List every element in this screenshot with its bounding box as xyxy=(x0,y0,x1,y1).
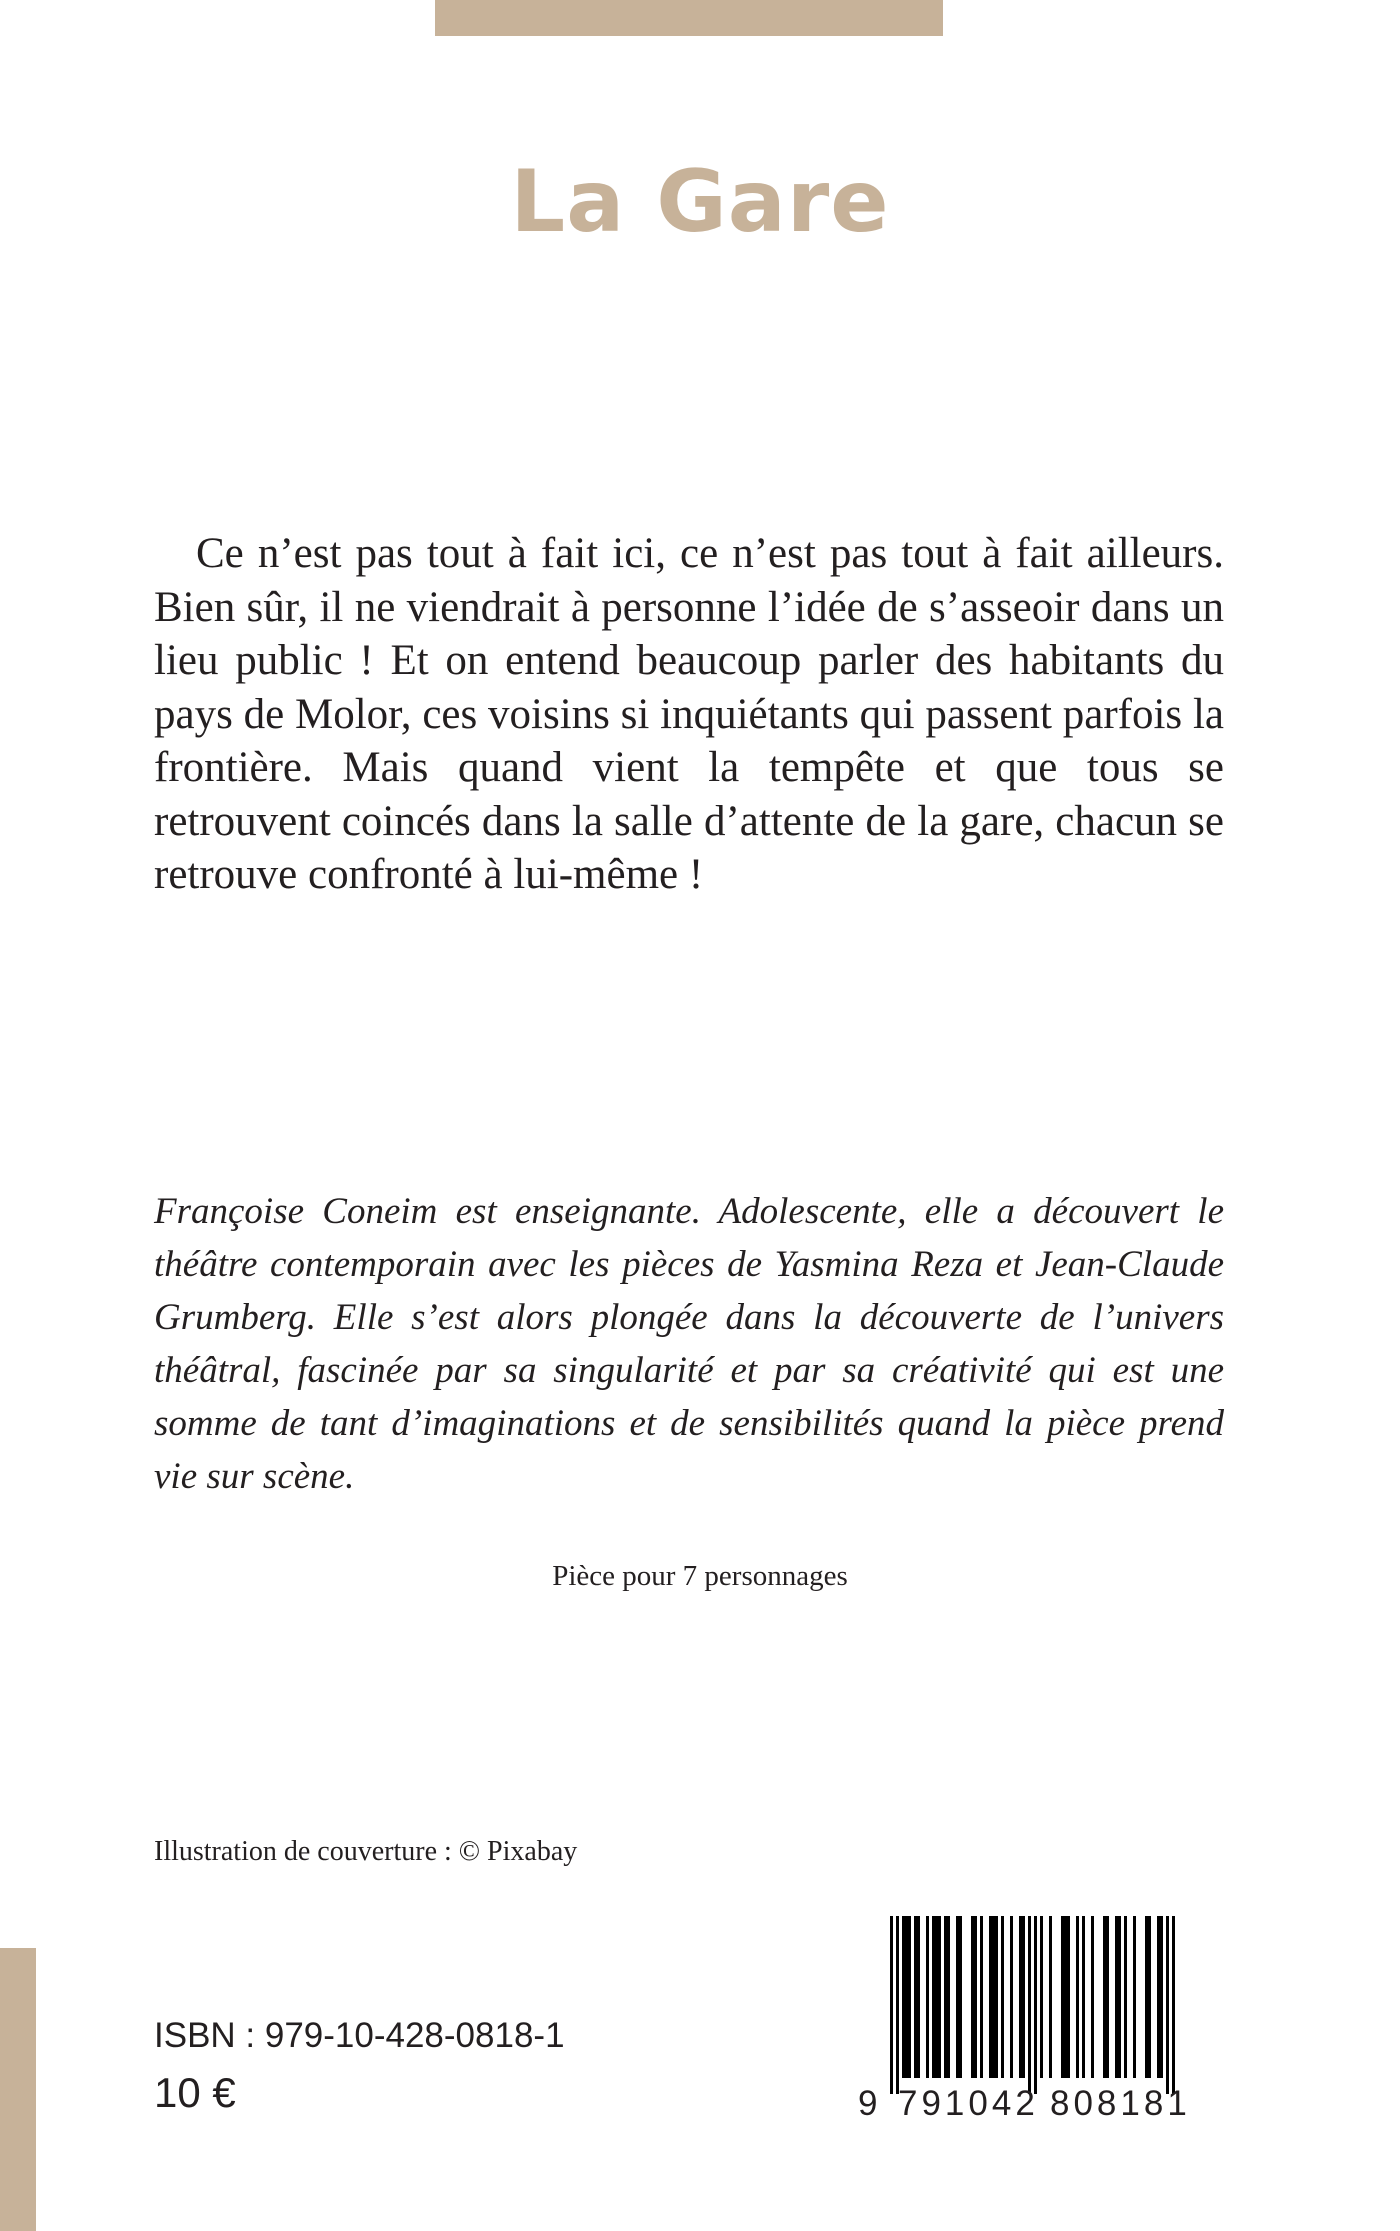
barcode-bar xyxy=(1061,1916,1064,2078)
barcode-bar xyxy=(1049,1916,1052,2078)
barcode-bar xyxy=(1115,1916,1118,2078)
barcode-bar xyxy=(932,1916,935,2078)
barcode-bar xyxy=(971,1916,974,2078)
barcode-guard-bar xyxy=(890,1916,893,2094)
barcode-bar xyxy=(917,1916,920,2078)
barcode-bar xyxy=(1019,1916,1022,2078)
book-title: La Gare xyxy=(510,152,890,252)
barcode-bar xyxy=(1010,1916,1013,2078)
isbn-text: ISBN : 979-10-428-0818-1 xyxy=(154,2016,565,2055)
barcode-bar xyxy=(1124,1916,1127,2078)
barcode-guard-bar xyxy=(896,1916,899,2094)
barcode-bar xyxy=(1082,1916,1085,2078)
barcode-bar xyxy=(1133,1916,1136,2078)
barcode-bar xyxy=(980,1916,983,2078)
barcode-bar xyxy=(1148,1916,1151,2078)
barcode-guard-bar xyxy=(1034,1916,1037,2094)
author-bio-paragraph: Françoise Coneim est enseignante. Adolescente, elle a découvert le théâtre contemporain avec les pièces de Yasmina Reza et Jean-Claude Grumberg. Elle s’est alors plongée dans la découverte de l’univers théâtral, fascinée par sa singularité et par sa créativité qui est une somme de tant d’imaginations et de sensibilités quand la pièce prend vie sur scène. xyxy=(154,1191,1224,1497)
illustration-credit: Illustration de couverture : © Pixabay xyxy=(154,1836,578,1867)
barcode-bar xyxy=(908,1916,911,2078)
barcode-bar xyxy=(947,1916,950,2078)
barcode-bar xyxy=(1118,1916,1121,2078)
barcode-guard-bar xyxy=(1028,1916,1031,2094)
barcode-bar xyxy=(974,1916,977,2078)
price-text: 10 € xyxy=(154,2069,236,2116)
barcode-bar xyxy=(1103,1916,1106,2078)
barcode-bar xyxy=(959,1916,962,2078)
barcode-bar xyxy=(1106,1916,1109,2078)
barcode-right-group: 808181 xyxy=(1050,2084,1191,2123)
barcode-bar xyxy=(1064,1916,1067,2078)
summary-paragraph: Ce n’est pas tout à fait ici, ce n’est pas tout à fait ailleurs. Bien sûr, il ne viendrait à personne l’idée de s’asseoir dans un lieu public ! Et on entend beaucoup parler des habitants du pays de Molor, ces voisins si inquiétants qui passent parfois la frontière. Mais quand vient la tempête et que tous se retrouvent coincés dans la salle d’attente de la gare, chacun se retrouve confronté à lui-même ! xyxy=(154,530,1224,898)
barcode-bar xyxy=(944,1916,947,2078)
barcode xyxy=(856,1910,1202,2134)
barcode-bar xyxy=(995,1916,998,2078)
barcode-bar xyxy=(926,1916,929,2078)
barcode-guard-bar xyxy=(1166,1916,1169,2094)
barcode-bar xyxy=(902,1916,905,2078)
barcode-bar xyxy=(1076,1916,1079,2078)
barcode-bar xyxy=(1001,1916,1004,2078)
barcode-bar xyxy=(938,1916,941,2078)
barcode-bar xyxy=(1145,1916,1148,2078)
barcode-bar xyxy=(1157,1916,1160,2078)
barcode-bar xyxy=(992,1916,995,2078)
barcode-bar xyxy=(935,1916,938,2078)
top-accent-band xyxy=(435,0,943,36)
barcode-bar xyxy=(989,1916,992,2078)
barcode-digits xyxy=(856,2082,1202,2126)
barcode-bar xyxy=(905,1916,908,2078)
barcode-first-digit: 9 xyxy=(858,2084,878,2123)
barcode-bar xyxy=(1040,1916,1043,2078)
barcode-left-group: 791042 xyxy=(898,2084,1039,2123)
barcode-bar xyxy=(1022,1916,1025,2078)
barcode-bar xyxy=(1067,1916,1070,2078)
characters-note: Pièce pour 7 personnages xyxy=(552,1560,848,1592)
barcode-guard-bar xyxy=(1172,1916,1175,2094)
barcode-bar xyxy=(1091,1916,1094,2078)
barcode-bar xyxy=(1160,1916,1163,2078)
barcode-bar xyxy=(914,1916,917,2078)
feather-quill-icon xyxy=(50,1978,130,2168)
left-accent-band xyxy=(0,1948,36,2231)
barcode-bar xyxy=(956,1916,959,2078)
